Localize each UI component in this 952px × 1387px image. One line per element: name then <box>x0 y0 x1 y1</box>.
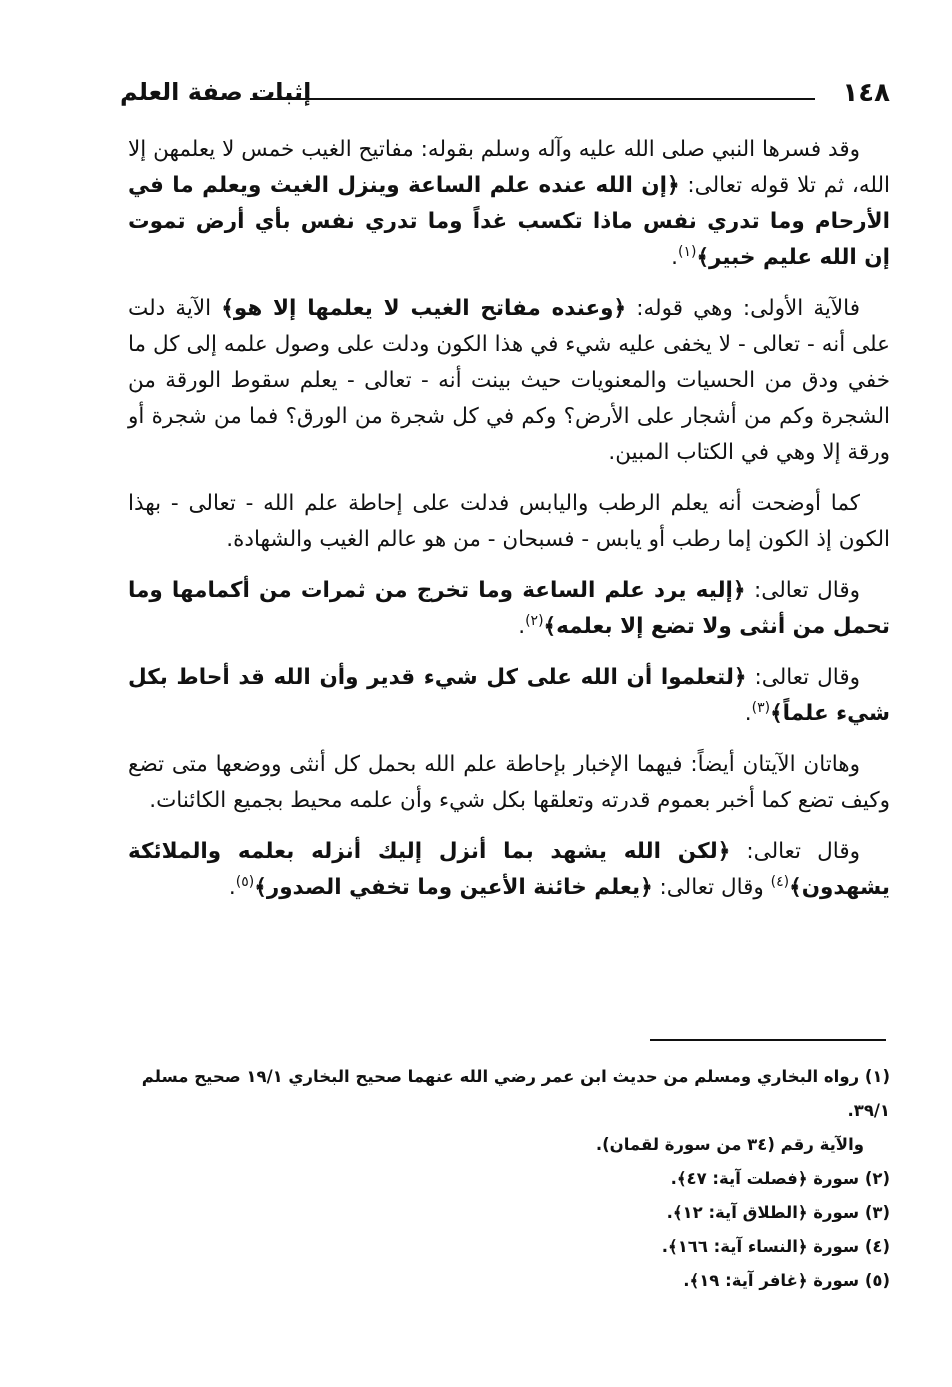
quran-verse: ﴿يعلم خائنة الأعين وما تخفي الصدور﴾ <box>254 875 653 900</box>
quran-verse: ﴿لكن الله يشهد بما أنزل إليك أنزله بعلمه والملائكة يشهدون﴾ <box>128 839 890 900</box>
paragraph-text: وقال تعالى: <box>730 839 860 864</box>
footnote-ref: (٣) <box>751 699 771 716</box>
page-header <box>120 74 890 114</box>
footnote-ref: (١) <box>677 243 697 260</box>
main-text <box>128 132 890 921</box>
running-title: إثبات صفة العلم <box>120 78 312 106</box>
paragraph-text: كما أوضحت أنه يعلم الرطب واليابس فدلت على إحاطة علم الله - تعالى - بهذا الكون إذ الكون إما رطب أو يابس - فسبحان - من هو عالم الغيب والشهادة. <box>128 491 890 552</box>
footnote-text: (٥) سورة ﴿غافر آية: ١٩﴾. <box>683 1271 890 1290</box>
footnote-text: (٣) سورة ﴿الطلاق آية: ١٢﴾. <box>666 1203 890 1222</box>
paragraph-text: وقال تعالى: <box>746 665 860 690</box>
paragraph-text: . <box>518 614 526 639</box>
footnote <box>120 1196 890 1230</box>
quran-verse: ﴿وعنده مفاتح الغيب لا يعلمها إلا هو﴾ <box>221 296 627 321</box>
footnote <box>120 1060 890 1162</box>
footnote-text: (٢) سورة ﴿فصلت آية: ٤٧﴾. <box>670 1169 890 1188</box>
footnote-text: (٤) سورة ﴿النساء آية: ١٦٦﴾. <box>661 1237 890 1256</box>
footnote <box>120 1230 890 1264</box>
paragraph-text: وقد فسرها النبي صلى الله عليه وآله وسلم بقوله: مفاتيح الغيب خمس لا يعلمهن إلا الله، ثم تلا قوله تعالى: <box>128 137 890 198</box>
paragraph-text: الآية دلت على أنه - تعالى - لا يخفى عليه شيء في هذا الكون ودلت على وصول علمه إلى كل ما خفي ودق من الحسيات والمعنويات حيث بينت أنه - تعالى - يعلم سقوط الورقة من الشجرة وكم من أشجار على الأرض؟ وكم في كل شجرة من الورق؟ فما من شجرة أو ورقة إلا وهي في الكتاب المبين. <box>128 296 890 465</box>
footnote-ref: (٢) <box>525 612 544 629</box>
paragraph <box>128 291 890 471</box>
paragraph-text: فالآية الأولى: وهي قوله: <box>626 296 860 321</box>
header-rule <box>250 98 815 100</box>
paragraph <box>128 834 890 906</box>
footnote-ref: (٥) <box>235 873 255 890</box>
paragraph-text: . <box>228 875 236 900</box>
footnote <box>120 1162 890 1196</box>
quran-verse: ﴿إليه يرد علم الساعة وما تخرج من ثمرات من أكمامها وما تحمل من أنثى ولا تضع إلا بعلمه﴾ <box>128 578 890 639</box>
paragraph <box>128 573 890 645</box>
page-number: ١٤٨ <box>842 78 890 108</box>
paragraph <box>128 486 890 558</box>
footnote-text: (١) رواه البخاري ومسلم من حديث ابن عمر رضي الله عنهما صحيح البخاري ١٩/١ صحيح مسلم ٣٩/١. <box>141 1067 890 1120</box>
paragraph-text: وهاتان الآيتان أيضاً: فيهما الإخبار بإحاطة علم الله بحمل كل أنثى ووضعها متى تضع وكيف تضع كما أخبر بعموم قدرته وتعلقها بكل شيء وأن علمه محيط بجميع الكائنات. <box>128 752 890 813</box>
footnote-separator <box>650 1039 886 1041</box>
footnote-ref: (٤) <box>770 873 790 890</box>
paragraph-text: وقال تعالى: <box>652 875 771 900</box>
paragraph-text: . <box>671 245 678 270</box>
paragraph <box>128 747 890 819</box>
footnotes <box>120 1060 890 1298</box>
quran-verse: ﴿لتعلموا أن الله على كل شيء قدير وأن الله قد أحاط بكل شيء علماً﴾ <box>128 665 890 726</box>
footnote-continuation: والآية رقم (٣٤ من سورة لقمان). <box>595 1135 864 1154</box>
paragraph <box>128 660 890 732</box>
paragraph <box>128 132 890 276</box>
footnote <box>120 1264 890 1298</box>
paragraph-text: وقال تعالى: <box>745 578 861 603</box>
paragraph-text: . <box>744 701 752 726</box>
quran-verse: ﴿إن الله عنده علم الساعة وينزل الغيث ويعلم ما في الأرحام وما تدري نفس ماذا تكسب غداً وما تدري نفس بأي أرض تموت إن الله عليم خبير﴾ <box>128 173 890 270</box>
